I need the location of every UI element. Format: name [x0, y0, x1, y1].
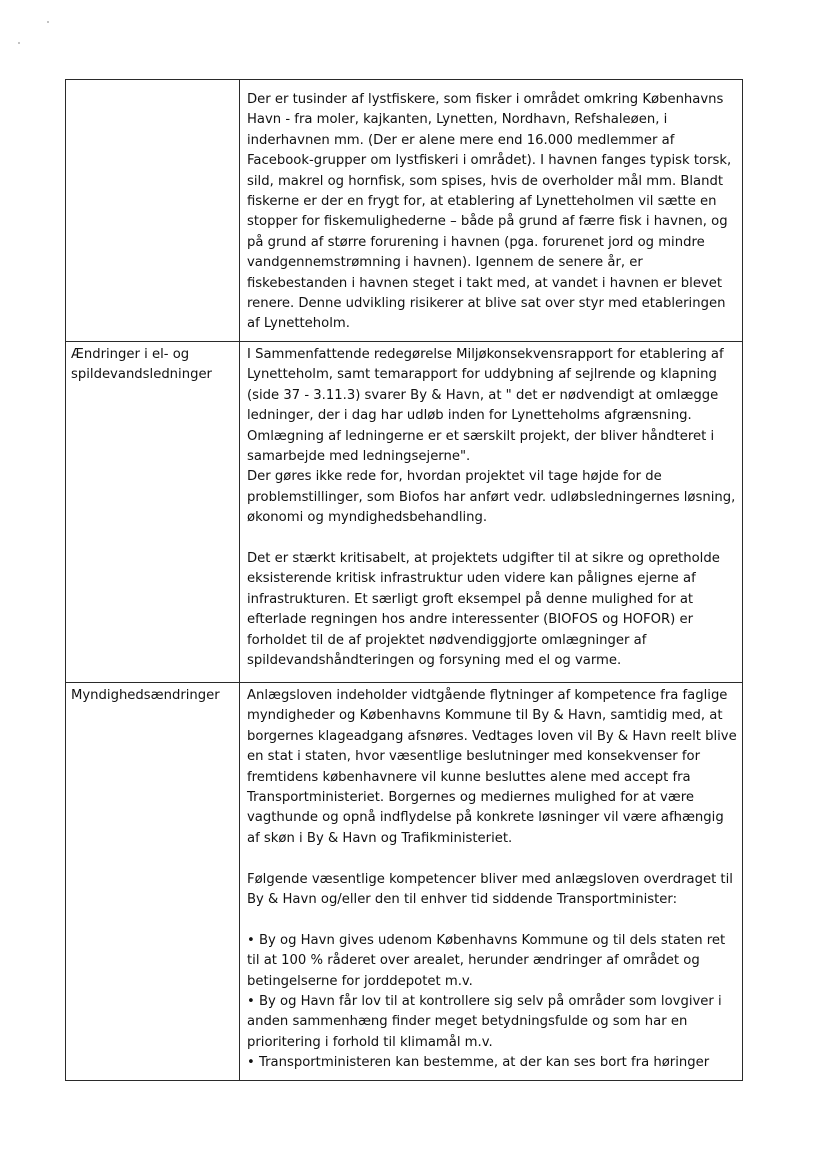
content-cell: [240, 341, 743, 682]
content-cell: [240, 682, 743, 1080]
bullet-list: [247, 931, 738, 1074]
paragraph: Der gøres ikke rede for, hvordan projektet vil tage højde for de problemstillinger, som Biofos har anført vedr. udløbsledningernes løsning, økonomi og myndighedsbehandling.: [247, 469, 736, 526]
paragraph: Der er tusinder af lystfiskere, som fisker i området omkring Københavns Havn - fra moler, kajkanten, Lynetten, Nordhavn, Refshaleøen, i inderhavnen mm. (Der er alene mere end 16.000 medlemmer af Facebook-grupper om lystfiskeri i området). I havnen fanges typisk torsk, sild, makrel og hornfisk, som spises, hvis de overholder mål mm. Blandt fiskerne er der en frygt for, at etablering af Lynetteholmen vil sætte en stopper for fiskemulighederne – både på grund af færre fisk i havnen, og på grund af større forurening i havnen (pga. forurenet jord og mindre vandgennemstrømning i havnen). Igennem de senere år, er fiskebestanden i havnen steget i takt med, at vandet i havnen er blevet renere. Denne udvikling risikerer at blive sat over styr med etableringen af Lynetteholm.: [247, 92, 732, 332]
table-row-myndighed: [66, 682, 743, 1080]
bullet-item: • By og Havn får lov til at kontrollere sig selv på områder som lovgiver i anden sammenhæng finder meget betydningsfulde og som har en prioritering i forhold til klimamål m.v.: [247, 993, 722, 1050]
row-label: Myndighedsændringer: [71, 687, 220, 703]
scan-speck: [18, 42, 20, 44]
scan-speck: [47, 21, 49, 23]
paragraph: Følgende væsentlige kompetencer bliver med anlægsloven overdraget til By & Havn og/eller den til enhver tid siddende Transportminister:: [247, 871, 733, 907]
table-row-el-spildevand: [66, 341, 743, 682]
paragraph: I Sammenfattende redegørelse Miljøkonsekvensrapport for etablering af Lynetteholm, samt temarapport for uddybning af sejlrende og klapning (side 37 - 3.11.3) svarer By & Havn, at " det er nødvendigt at omlægge ledninger, der i dag har udløb inden for Lynetteholms afgrænsning. Omlægning af ledningerne er et særskilt projekt, der bliver håndteret i samarbejde med ledningsejerne".: [247, 346, 724, 464]
table-row-fishing: [66, 80, 743, 342]
bullet-item: • Transportministeren kan bestemme, at der kan ses bort fra høringer: [247, 1055, 710, 1071]
paragraph: Det er stærkt kritisabelt, at projektets udgifter til at sikre og opretholde eksisterende kritisk infrastruktur uden videre kan pålignes ejerne af infrastrukturen. Et særligt groft eksempel på denne mulighed for at efterlade regningen hos andre interessenter (BIOFOS og HOFOR) er forholdet til de af projektet nødvendiggjorte omlægninger af spildevandshåndteringen og forsyning med el og varme.: [247, 550, 720, 668]
label-cell: [66, 80, 240, 342]
document-table: [65, 79, 743, 1081]
content-cell: [240, 80, 743, 342]
row-label: Ændringer i el- og spildevandsledninger: [71, 346, 212, 383]
bullet-item: • By og Havn gives udenom Københavns Kommune og til dels staten ret til at 100 % råderet over arealet, herunder ændringer af området og betingelserne for jorddepotet m.v.: [247, 932, 726, 989]
label-cell: [66, 341, 240, 682]
label-cell: [66, 682, 240, 1080]
paragraph: Anlægsloven indeholder vidtgående flytninger af kompetence fra faglige myndigheder og Københavns Kommune til By & Havn, samtidig med, at borgernes klageadgang afsnøres. Vedtages loven vil By & Havn reelt blive en stat i staten, hvor væsentlige beslutninger med konsekvenser for fremtidens københavnere vil kunne besluttes alene med accept fra Transportministeriet. Borgernes og mediernes mulighed for at være vagthunde og opnå indflydelse på konkrete løsninger vil være afhængig af skøn i By & Havn og Trafikministeriet.: [247, 687, 737, 846]
row-label: [66, 80, 239, 83]
